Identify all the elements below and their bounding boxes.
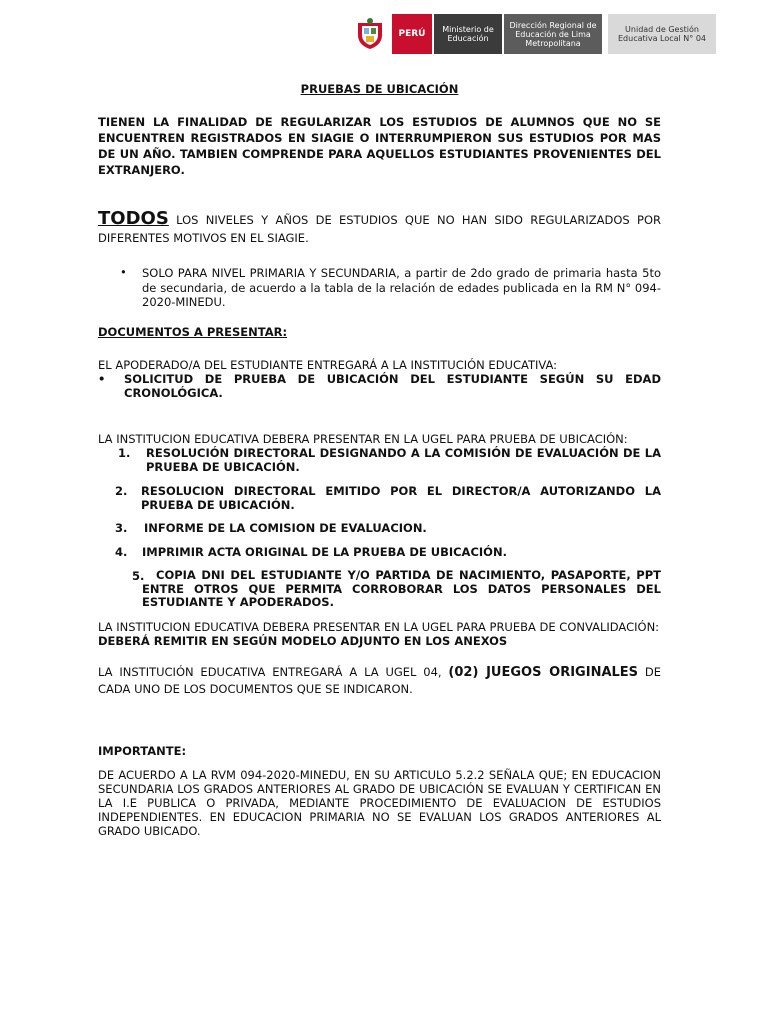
- apoderado-item: [98, 372, 661, 400]
- ie-item-number: 2.: [115, 484, 128, 498]
- ie-item-2: [98, 484, 661, 512]
- intro-paragraph: TIENEN LA FINALIDAD DE REGULARIZAR LOS ESTUDIOS DE ALUMNOS QUE NO SE ENCUENTREN REGISTRADOS EN SIAGIE O INTERRUMPIERON SUS ESTUDIOS POR MAS DE UN AÑO. TAMBIEN COMPRENDE PARA AQUELLOS ESTUDIANTES PROVENIENTES DEL EXTRANJERO.: [98, 115, 661, 177]
- institutional-header: [348, 14, 716, 54]
- bullet-icon: •: [98, 372, 106, 386]
- ie-item-number: 3.: [115, 521, 128, 535]
- importante-heading: IMPORTANTE:: [98, 744, 187, 758]
- ie-item-4: [98, 545, 661, 559]
- convalidacion-bold: DEBERÁ REMITIR EN SEGÚN MODELO ADJUNTO EN LOS ANEXOS: [98, 634, 508, 648]
- ugel-label: Unidad de Gestión Educativa Local N° 04: [608, 14, 716, 54]
- apoderado-line: EL APODERADO/A DEL ESTUDIANTE ENTREGARÁ A LA INSTITUCIÓN EDUCATIVA:: [98, 358, 558, 372]
- ie-item-text: RESOLUCIÓN DIRECTORAL DESIGNANDO A LA COMISIÓN DE EVALUACIÓN DE LA PRUEBA DE UBICACIÓN.: [146, 446, 661, 474]
- ie-item-number: 1.: [118, 446, 131, 460]
- entrega-post: DE CADA UNO DE LOS DOCUMENTOS QUE SE INDICARON.: [98, 665, 662, 696]
- regional-direction-label: Dirección Regional de Educación de Lima Metropolitana: [502, 14, 602, 54]
- documentos-heading: DOCUMENTOS A PRESENTAR:: [98, 325, 288, 339]
- ie-item-text: COPIA DNI DEL ESTUDIANTE Y/O PARTIDA DE NACIMIENTO, PASAPORTE, PPT ENTRE OTROS QUE PERMITA CORROBORAR LOS DATOS PERSONALES DEL ESTUDIANTE Y APODERADOS.: [142, 568, 661, 609]
- page-title: PRUEBAS DE UBICACIÓN: [300, 82, 459, 96]
- bullet-icon: •: [120, 265, 127, 279]
- todos-paragraph: [98, 210, 661, 247]
- apoderado-item-text: SOLICITUD DE PRUEBA DE UBICACIÓN DEL ESTUDIANTE SEGÚN SU EDAD CRONOLÓGICA.: [124, 372, 661, 400]
- peru-label: PERÚ: [392, 14, 432, 54]
- peru-coat-of-arms-icon: [348, 14, 392, 54]
- importante-paragraph: DE ACUERDO A LA RVM 094-2020-MINEDU, EN SU ARTICULO 5.2.2 SEÑALA QUE; EN EDUCACION SECUNDARIA LOS GRADOS ANTERIORES AL GRADO DE UBICACIÓN SE EVALUAN Y CERTIFICAN EN LA I.E PUBLICA O PRIVADA, MEDIANTE PROCEDIMIENTO DE EVALUACION DE ESTUDIOS INDEPENDIENTES. EN EDUCACION PRIMARIA NO SE EVALUAN LOS GRADOS ANTERIORES AL GRADO UBICADO.: [98, 768, 661, 838]
- entrega-paragraph: [98, 664, 661, 698]
- todos-rest: LOS NIVELES Y AÑOS DE ESTUDIOS QUE NO HAN SIDO REGULARIZADOS POR DIFERENTES MOTIVOS EN EL SIAGIE.: [98, 213, 661, 245]
- ie-item-3: [98, 521, 661, 535]
- ministry-label: Ministerio de Educación: [432, 14, 502, 54]
- ie-item-number: 5.: [132, 569, 145, 583]
- ie-item-text: RESOLUCION DIRECTORAL EMITIDO POR EL DIRECTOR/A AUTORIZANDO LA PRUEBA DE UBICACIÓN.: [141, 484, 661, 512]
- ie-item-1: [98, 446, 661, 474]
- nivel-bullet-item: [98, 266, 661, 310]
- nivel-bullet-text: SOLO PARA NIVEL PRIMARIA Y SECUNDARIA, a partir de 2do grado de primaria hasta 5to de secundaria, de acuerdo a la tabla de la relación de edades publicada en la RM N° 094-2020-MINEDU.: [142, 266, 661, 309]
- entrega-bold: (02) JUEGOS ORIGINALES: [448, 665, 639, 680]
- convalidacion-line: LA INSTITUCION EDUCATIVA DEBERA PRESENTAR EN LA UGEL PARA PRUEBA DE CONVALIDACIÓN:: [98, 620, 660, 634]
- ie-item-text: INFORME DE LA COMISION DE EVALUACION.: [144, 521, 427, 535]
- ie-item-5: [98, 569, 661, 610]
- entrega-pre: LA INSTITUCIÓN EDUCATIVA ENTREGARÁ A LA UGEL 04,: [98, 665, 449, 679]
- todos-word: TODOS: [98, 208, 169, 229]
- ie-item-number: 4.: [115, 545, 128, 559]
- ie-item-text: IMPRIMIR ACTA ORIGINAL DE LA PRUEBA DE UBICACIÓN.: [142, 545, 507, 559]
- ie-line: LA INSTITUCION EDUCATIVA DEBERA PRESENTAR EN LA UGEL PARA PRUEBA DE UBICACIÓN:: [98, 432, 628, 446]
